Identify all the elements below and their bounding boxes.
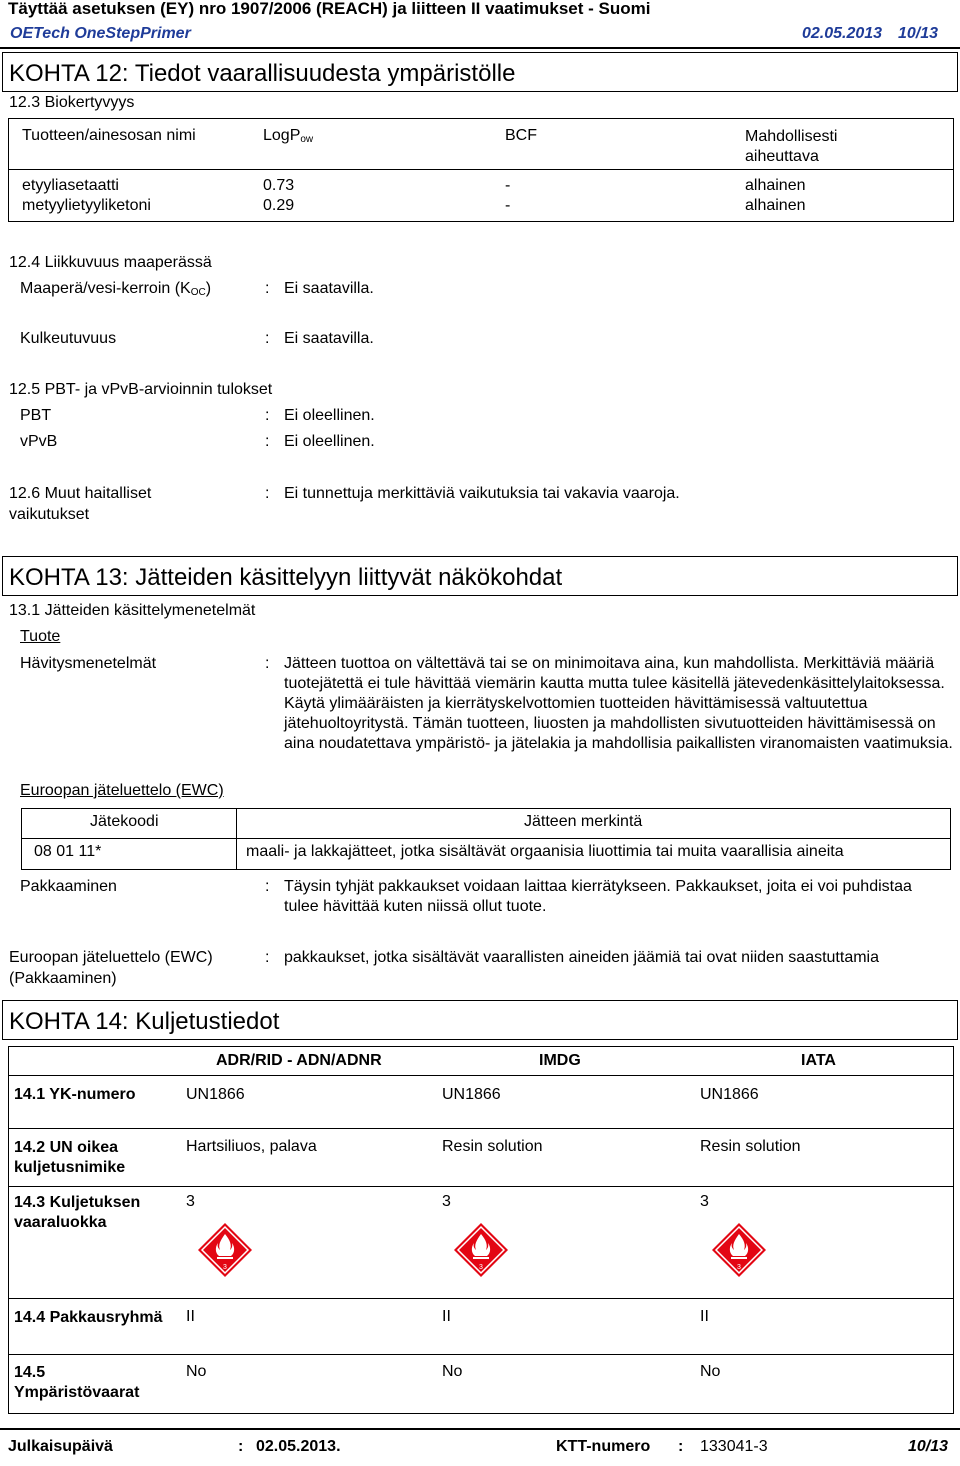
row-rule-3 <box>8 1186 954 1187</box>
hazard-class-imdg: 3 <box>442 1193 451 1210</box>
other-effects-label-2: vaikutukset <box>9 506 90 523</box>
document-title: Täyttää asetuksen (EY) nro 1907/2006 (REACH) ja liitteen II vaatimukset - Suomi <box>8 0 651 18</box>
other-effects-value: Ei tunnettuja merkittäviä vaikutuksia tai vakavia vaaroja. <box>284 485 680 502</box>
waste-code-header-rule <box>21 838 951 839</box>
packing-group-imdg: II <box>442 1308 451 1325</box>
ktt-number-colon: : <box>678 1438 684 1455</box>
disposal-label: Hävitysmenetelmät <box>20 655 157 672</box>
mobility-label: Kulkeutuvuus <box>20 330 117 347</box>
bio-row-2-name: metyylietyyliketoni <box>22 197 151 214</box>
un-number-imdg: UN1866 <box>442 1086 501 1103</box>
footer-page: 10/13 <box>908 1438 949 1455</box>
un-number-adr: UN1866 <box>186 1086 245 1103</box>
row-rule-5 <box>8 1354 954 1355</box>
environmental-imdg: No <box>442 1363 463 1380</box>
col-waste-code: Jätekoodi <box>90 813 159 830</box>
vpvb-colon: : <box>265 433 270 450</box>
mobility-value: Ei saatavilla. <box>284 330 374 347</box>
col-potential: Mahdollisesti aiheuttava <box>745 128 838 165</box>
bio-row-2-logp: 0.29 <box>263 197 295 214</box>
disposal-value: Jätteen tuottoa on vältettävä tai se on minimoitava aina, kun mahdollista. Merkittäviä määriä tuotejätettä ei tule hävittää viemärin kautta mutta tulee käsitellä jätevedenkäsittelylaitoksessa. Käytä ylimääräisten ja kierrätyskelvottomien tuotteiden hävittämisessä valtuutettua jätehuoltoyritystä. Tämän tuotteen, liuosten ja mahdollisten sivutuotteiden hävittämisessä on aina noudatettava ympäristö- ja jätelakia ja mahdollisia paikallisten viranomaisten vaatimuksia. <box>284 655 953 752</box>
publication-date-colon: : <box>238 1438 244 1455</box>
row-rule-1 <box>8 1075 954 1076</box>
col-bcf: BCF <box>505 127 537 144</box>
bio-row-1-potential: alhainen <box>745 177 806 194</box>
shipping-name-iata: Resin solution <box>700 1138 801 1155</box>
col-product-name: Tuotteen/ainesosan nimi <box>22 127 196 144</box>
row-packing-group-label: 14.4 Pakkausryhmä <box>14 1309 163 1326</box>
koc-colon: : <box>265 280 270 297</box>
pbt-title: 12.5 PBT- ja vPvB-arvioinnin tulokset <box>9 381 273 398</box>
other-effects-label-1: 12.6 Muut haitalliset <box>9 485 152 502</box>
class-number-iata: 3 <box>737 1264 741 1271</box>
hazard-class-adr: 3 <box>186 1193 195 1210</box>
col-waste-description: Jätteen merkintä <box>524 813 643 830</box>
logp-label: LogP <box>263 127 301 144</box>
packing-group-iata: II <box>700 1308 709 1325</box>
ewc-subheading: Euroopan jäteluettelo (EWC) <box>20 782 224 799</box>
product-subheading: Tuote <box>20 628 61 645</box>
class-number-imdg: 3 <box>479 1264 483 1271</box>
ewc-packaging-value: pakkaukset, jotka sisältävät vaarallisten aineiden jäämiä tai ovat niiden saastuttamia <box>284 949 879 966</box>
class-number-adr: 3 <box>223 1264 227 1271</box>
ewc-packaging-colon: : <box>265 949 270 966</box>
packaging-value: Täysin tyhjät pakkaukset voidaan laittaa kierrätykseen. Pakkaukset, joita ei voi puhdistaa tulee hävittää kuten niissä ollut tuote. <box>284 878 912 915</box>
waste-description-value: maali- ja lakkajätteet, jotka sisältävät orgaanisia liuottimia tai muita vaarallisia aineita <box>246 843 844 860</box>
publication-date-value: 02.05.2013. <box>256 1438 341 1455</box>
section-13-heading: KOHTA 13: Jätteiden käsittelyyn liittyvät näkökohdat <box>9 564 563 591</box>
header-page: 10/13 <box>898 25 939 42</box>
publication-date-label: Julkaisupäivä <box>8 1438 113 1455</box>
row-un-number-label: 14.1 YK-numero <box>14 1086 136 1103</box>
flammable-liquid-icon <box>197 1222 253 1278</box>
bioaccumulation-title: 12.3 Biokertyvyys <box>9 94 135 111</box>
section-12-heading: KOHTA 12: Tiedot vaarallisuudesta ympäristölle <box>9 60 516 87</box>
pbt-label: PBT <box>20 407 52 424</box>
waste-code-divider <box>236 808 237 870</box>
col-logpow <box>263 127 313 145</box>
vpvb-value: Ei oleellinen. <box>284 433 375 450</box>
bio-row-1-bcf: - <box>505 177 511 194</box>
footer-rule <box>0 1428 960 1430</box>
bio-row-2-potential: alhainen <box>745 197 806 214</box>
ktt-number-label: KTT-numero <box>556 1438 651 1455</box>
flammable-liquid-icon <box>711 1222 767 1278</box>
bio-row-1-logp: 0.73 <box>263 177 295 194</box>
environmental-iata: No <box>700 1363 721 1380</box>
shipping-name-imdg: Resin solution <box>442 1138 543 1155</box>
bio-row-1-name: etyyliasetaatti <box>22 177 119 194</box>
disposal-colon: : <box>265 655 270 672</box>
bioaccumulation-header-rule <box>8 169 954 170</box>
flammable-liquid-icon <box>453 1222 509 1278</box>
col-iata: IATA <box>801 1052 836 1069</box>
packaging-label: Pakkaaminen <box>20 878 117 895</box>
koc-value: Ei saatavilla. <box>284 280 374 297</box>
section-14-heading: KOHTA 14: Kuljetustiedot <box>9 1008 280 1035</box>
row-rule-4 <box>8 1298 954 1299</box>
header-date: 02.05.2013 <box>802 25 883 42</box>
header-rule <box>0 47 960 49</box>
shipping-name-adr: Hartsiliuos, palava <box>186 1138 317 1155</box>
koc-label <box>20 280 211 298</box>
bio-row-2-bcf: - <box>505 197 511 214</box>
vpvb-label: vPvB <box>20 433 58 450</box>
row-environmental-label: 14.5 Ympäristövaarat <box>14 1364 140 1401</box>
row-rule-2 <box>8 1128 954 1129</box>
mobility-title: 12.4 Liikkuvuus maaperässä <box>9 254 212 271</box>
koc-subscript: OC <box>190 287 206 298</box>
row-hazard-class-label: 14.3 Kuljetuksen vaaraluokka <box>14 1194 141 1231</box>
un-number-iata: UN1866 <box>700 1086 759 1103</box>
packaging-colon: : <box>265 878 270 895</box>
ktt-number-value: 133041-3 <box>700 1438 768 1455</box>
mobility-colon: : <box>265 330 270 347</box>
waste-code-value: 08 01 11* <box>34 843 102 860</box>
pbt-colon: : <box>265 407 270 424</box>
waste-methods-title: 13.1 Jätteiden käsittelymenetelmät <box>9 602 256 619</box>
col-adr: ADR/RID - ADN/ADNR <box>216 1052 382 1069</box>
logp-subscript: ow <box>300 134 314 145</box>
pbt-value: Ei oleellinen. <box>284 407 375 424</box>
koc-label-close: ) <box>205 280 212 297</box>
environmental-adr: No <box>186 1363 207 1380</box>
col-imdg: IMDG <box>539 1052 581 1069</box>
hazard-class-iata: 3 <box>700 1193 709 1210</box>
ewc-packaging-label-2: (Pakkaaminen) <box>9 970 117 987</box>
ewc-packaging-label-1: Euroopan jäteluettelo (EWC) <box>9 949 213 966</box>
other-effects-colon: : <box>265 485 270 502</box>
row-shipping-name-label: 14.2 UN oikea kuljetusnimike <box>14 1139 126 1176</box>
koc-label-text: Maaperä/vesi-kerroin (K <box>20 280 191 297</box>
product-name: OETech OneStepPrimer <box>10 25 191 42</box>
packing-group-adr: II <box>186 1308 195 1325</box>
